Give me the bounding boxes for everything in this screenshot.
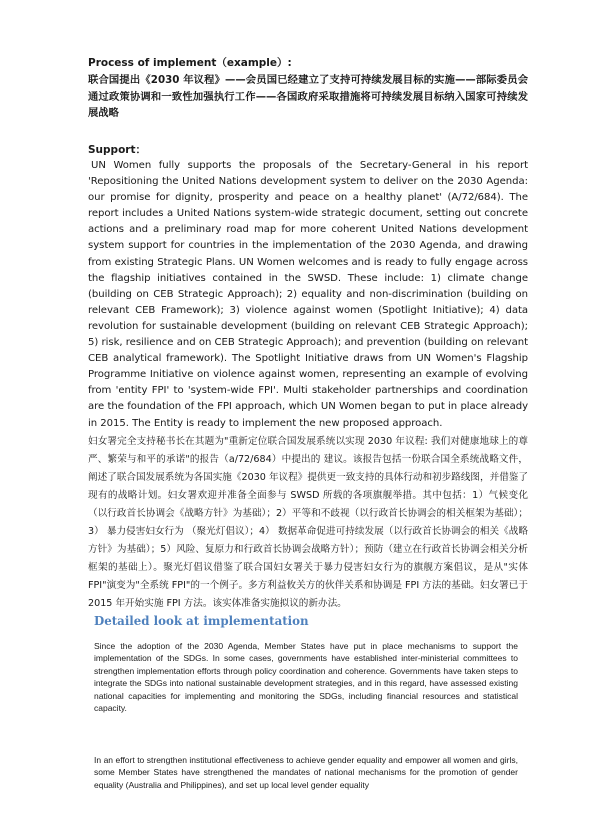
section-heading: Detailed look at implementation — [94, 614, 309, 628]
support-label: Support： — [88, 144, 146, 156]
process-label: Process of implement（example）: — [88, 57, 292, 69]
process-body: 联合国提出《2030 年议程》——会员国已经建立了支持可持续发展目标的实施——部际委员会通过政策协调和一致性加强执行工作——各国政府采取措施将可持续发展目标纳入国家可持续发展战略 — [88, 74, 528, 119]
support-english-paragraph: UN Women fully supports the proposals of the Secretary-General in his report 'Repositioning the United Nations development system to deliver on the 2030 Agenda: our promise for dignity, prosperity and peace on a healthy planet' (A/72/684). The report includes a United Nations system-wide strategic document, setting out concrete actions and a preliminary road map for more coherent United Nations development system support for countries in the implementation of the 2030 Agenda, and drawing from existing Strategic Plans. UN Women welcomes and is ready to fully engage across the flagship initiatives contained in the SWSD. These include: 1) climate change (building on CEB Strategic Approach); 2) equality and non-discrimination (building on relevant CEB Framework); 3) violence against women (Spotlight Initiative); 4) data revolution for sustainable development (building on relevant CEB Strategic Approach); 5) risk, resilience and on CEB Strategic Approach); and prevention (building on relevant CEB analytical framework). The Spotlight Initiative draws from UN Women's Flagship Programme Initiative on violence against women, representing an example of evolving from 'entity FPI' to 'system-wide FPI'. Multi stakeholder partnerships and coordination are the foundation of the FPI approach, which UN Women began to put in place already in 2015. The Entity is ready to implement the new proposed approach. — [88, 160, 528, 429]
implementation-paragraph-1: Since the adoption of the 2030 Agenda, Member States have put in place mechanisms to support the implementation of the SDGs. In some cases, governments have established inter-ministerial committees to strengthen implementation efforts through policy coordination and coherence. Governments have taken steps to integrate the SDGs into national sustainable development strategies, and in this regard, have assessed existing national capacities for implementing and monitoring the SDGs, including financial resources and statistical capacity. — [94, 641, 518, 714]
implementation-paragraph-2: In an effort to strengthen institutional effectiveness to achieve gender equality and empower all women and girls, some Member States have strengthened the mandates of national mechanisms for the promotion of gender equality (Australia and Philippines), and set up local level gender equality — [94, 755, 518, 790]
support-chinese-paragraph: 妇女署完全支持秘书长在其题为"重新定位联合国发展系统以实现 2030 年议程: 我们对健康地球上的尊严、繁荣与和平的承诺"的报告（a/72/684）中提出的 建议。该报告包括一份联合国全系统战略文件，阐述了联合国发展系统为各国实施《2030 年议程》提供更一致支持的具体行动和初步路线图，并借鉴了现有的战略计划。妇女署欢迎并准备全面参与 SWSD 所载的各项旗舰举措。其中包括：1）气候变化（以行政首长协调会《战略方针》为基础）；2）平等和不歧视（以行政首长协调会的相关框架为基础）；3） 暴力侵害妇女行为 （聚光灯倡议）；4） 数据革命促进可持续发展（以行政首长协调会的相关《战略方针》为基础）；5）风险、复原力和行政首长协调会战略方针）；预防（建立在行政首长协调会相关分析框架的基础上）。聚光灯倡议借鉴了联合国妇女署关于暴力侵害妇女行为的旗舰方案倡议，是从"实体 FPI"演变为"全系统 FPI"的一个例子。多方利益攸关方的伙伴关系和协调是 FPI 方法的基础。妇女署已于 2015 年开始实施 FPI 方法。该实体准备实施拟议的新办法。 — [88, 436, 528, 609]
